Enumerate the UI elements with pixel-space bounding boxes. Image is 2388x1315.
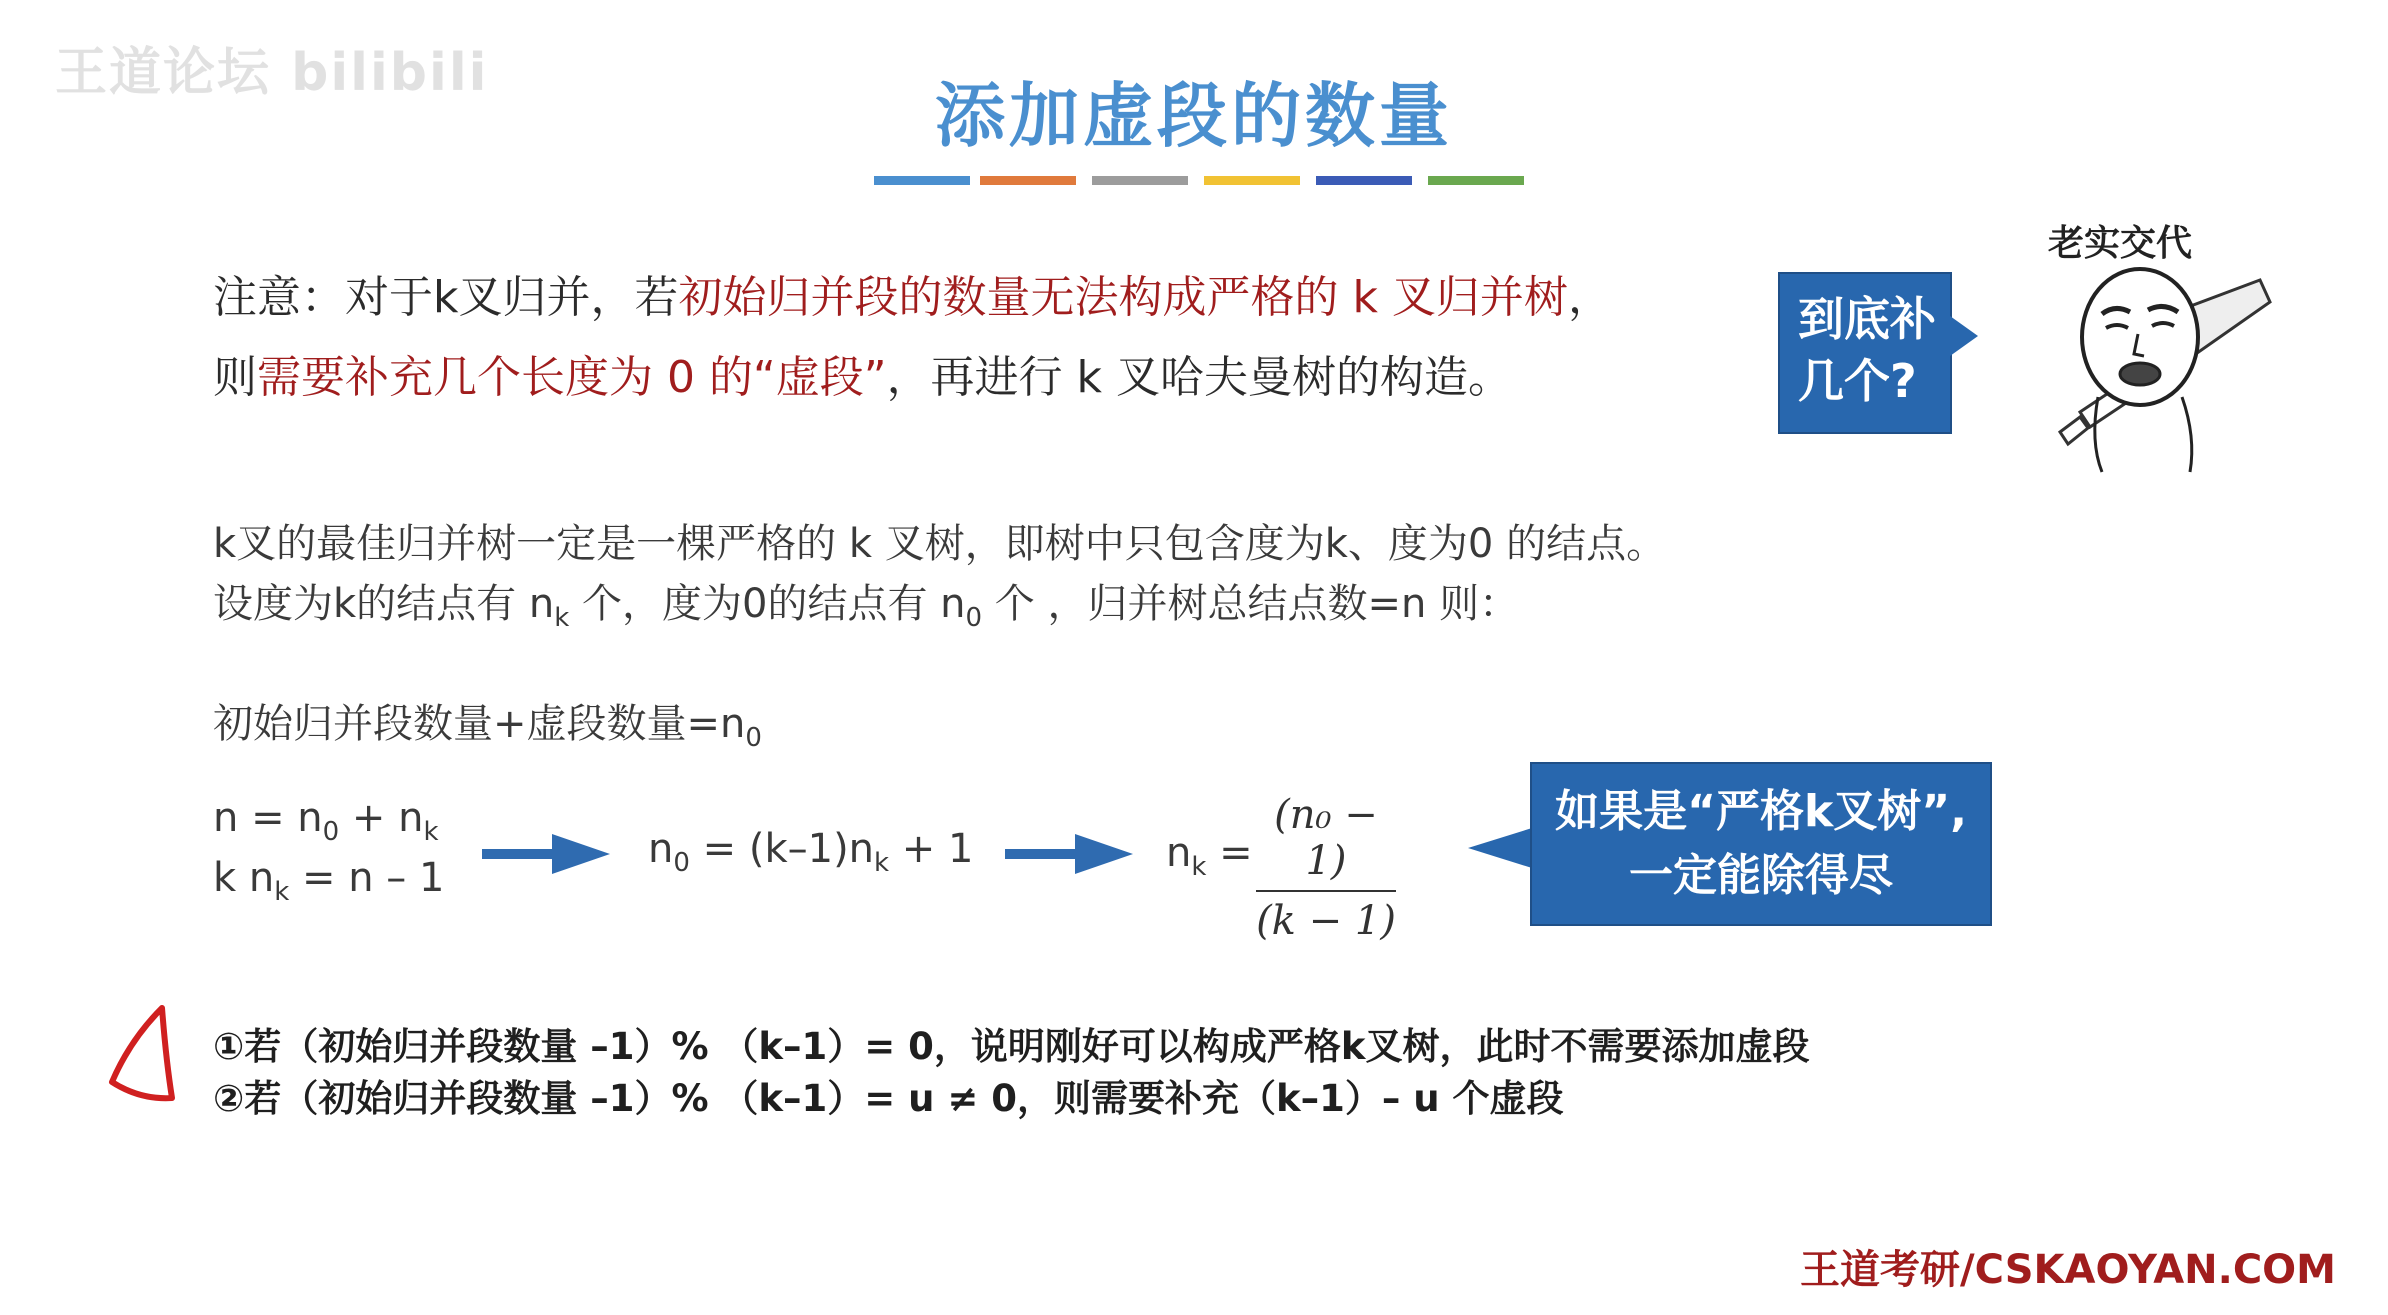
equation-edges <box>213 855 444 907</box>
question-callout <box>1778 272 1952 434</box>
paragraph-text-a: 设度为k的结点有 n <box>213 581 555 627</box>
strict-callout-pointer <box>1468 828 1532 868</box>
condition-1: ①若（初始归并段数量 –1）% （k–1）= 0，说明刚好可以构成严格k叉树，此时不需要添加虚段 <box>213 1025 1810 1068</box>
eq4-b: = <box>1206 830 1253 876</box>
warning-triangle-icon <box>100 1000 190 1110</box>
eq1-sub0: 0 <box>322 817 340 847</box>
eq3-a: n <box>648 826 674 872</box>
color-bar-4 <box>1204 176 1300 185</box>
color-bar-3 <box>1092 176 1188 185</box>
notice-prefix-2: 则 <box>213 352 257 403</box>
equation-sum-text: 初始归并段数量+虚段数量=n <box>213 701 746 747</box>
eq2-a: k n <box>213 855 275 901</box>
question-line-2: 几个? <box>1798 354 1917 408</box>
equation-fraction <box>1256 792 1396 944</box>
eq3-subk: k <box>874 848 890 878</box>
watermark-logo: 王道论坛 bilibili <box>55 43 489 103</box>
question-callout-pointer <box>1950 316 1986 356</box>
eq2-b: = n – 1 <box>289 855 445 901</box>
strict-callout-line-1: 如果是“严格k叉树”, <box>1555 786 1967 837</box>
eq1-b: + n <box>339 795 424 841</box>
equation-n0 <box>648 826 974 878</box>
notice-line-2 <box>213 338 1512 418</box>
eq1-a: n = n <box>213 795 323 841</box>
paragraph-line-1: k叉的最佳归并树一定是一棵严格的 k 叉树，即树中只包含度为k、度为0 的结点。 <box>213 521 1667 567</box>
eq3-sub0: 0 <box>673 848 690 878</box>
equation-sum-sub: 0 <box>745 723 762 753</box>
eq1-subk: k <box>423 817 439 847</box>
equation-n-total <box>213 795 439 847</box>
eq2-subk: k <box>274 877 290 907</box>
equation-sum <box>213 692 762 753</box>
eq4-a: n <box>1166 830 1192 876</box>
fraction-bar <box>1256 890 1396 892</box>
arrow-right-icon <box>482 834 612 874</box>
color-bar-6 <box>1428 176 1524 185</box>
subscript-k: k <box>554 603 570 633</box>
color-bar-1 <box>874 176 970 185</box>
subscript-0: 0 <box>965 603 983 633</box>
paragraph-text-b: 个，度为0的结点有 n <box>569 581 966 627</box>
fraction-numerator: (n₀ − 1) <box>1274 792 1378 884</box>
strict-tree-callout <box>1530 762 1992 926</box>
footer-brand: 王道考研/CSKAOYAN.COM <box>1800 1247 2336 1293</box>
notice-highlight-2: 需要补充几个长度为 0 的“虚段” <box>257 352 887 403</box>
notice-line-1 <box>213 258 1612 338</box>
fraction-denominator: (k − 1) <box>1256 898 1396 944</box>
paragraph-line-2 <box>213 572 1519 633</box>
page-title: 添加虚段的数量 <box>935 75 1453 157</box>
meme-caption: 老实交代 <box>2048 223 2193 264</box>
eq3-b: = (k–1)n <box>689 826 875 872</box>
notice-highlight-1: 初始归并段的数量无法构成严格的 k 叉归并树 <box>678 272 1568 323</box>
arrow-right-icon-2 <box>1005 834 1135 874</box>
condition-2: ②若（初始归并段数量 –1）% （k–1）= u ≠ 0，则需要补充（k–1）– u 个虚段 <box>213 1077 1564 1120</box>
question-line-1: 到底补 <box>1798 292 1936 346</box>
eq4-subk: k <box>1191 852 1207 882</box>
color-bar-2 <box>980 176 1076 185</box>
notice-suffix-2: ，再进行 k 叉哈夫曼树的构造。 <box>886 352 1513 403</box>
meme-face-illustration <box>2020 262 2280 477</box>
color-bar-5 <box>1316 176 1412 185</box>
eq3-c: + 1 <box>889 826 974 872</box>
notice-prefix: 注意：对于k叉归并，若 <box>213 272 679 323</box>
strict-callout-line-2: 一定能除得尽 <box>1629 850 1893 901</box>
paragraph-text-c: 个 ，归并树总结点数=n 则： <box>982 581 1520 627</box>
notice-suffix: ， <box>1567 272 1612 323</box>
equation-nk-label <box>1166 830 1253 882</box>
